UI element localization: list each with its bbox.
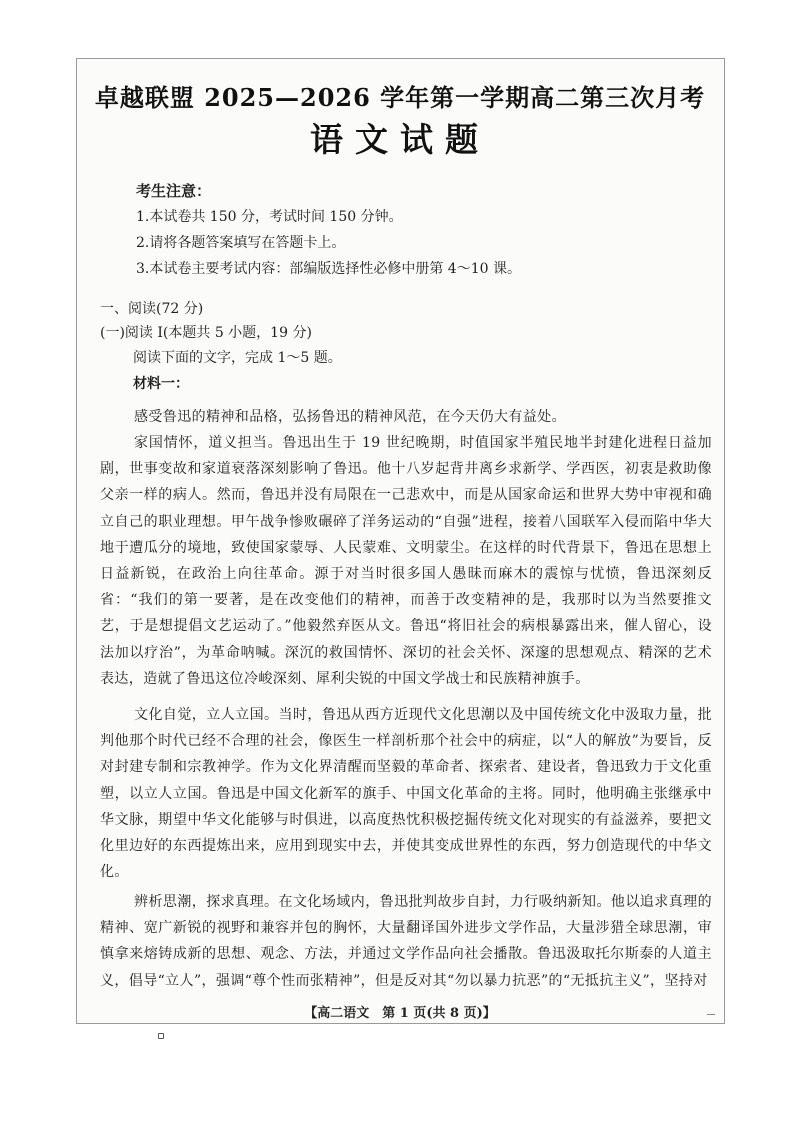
exam-subject-title: 语文试题 bbox=[310, 120, 490, 159]
scan-mark bbox=[707, 1014, 715, 1015]
page-marker bbox=[158, 1033, 164, 1039]
material-label: 材料一： bbox=[133, 376, 189, 392]
page-footer: 【高二语文 第 1 页(共 8 页)】 bbox=[304, 1006, 496, 1021]
notice-heading: 考生注意： bbox=[136, 182, 212, 200]
reading-instruction: 阅读下面的文字，完成 1～5 题。 bbox=[133, 350, 342, 366]
subsection-heading: (一)阅读 Ⅰ(本题共 5 小题，19 分) bbox=[100, 325, 312, 341]
candidate-notice bbox=[136, 178, 521, 282]
notice-item: 3.本试卷主要考试内容：部编版选择性必修中册第 4～10 课。 bbox=[136, 261, 521, 277]
notice-item: 1.本试卷共 150 分，考试时间 150 分钟。 bbox=[136, 209, 403, 225]
section-heading: 一、阅读(72 分) bbox=[100, 301, 204, 317]
passage-paragraph-2: 家国情怀，道义担当。鲁迅出生于 19 世纪晚期，时值国家半殖民地半封建化进程日益加剧，世事变故和家道衰落深刻影响了鲁迅。他十八岁起背井离乡求新学、学西医，初衷是救助像父亲一样的病人。然而，鲁迅并没有局限在一己悲欢中，而是从国家命运和世界大势中审视和确立自己的职业理想。甲午战争惨败碾碎了洋务运动的“自强”进程，接着八国联军入侵而陷中华大地于遭瓜分的境地，致使国家蒙辱、人民蒙难、文明蒙尘。在这样的时代背景下，鲁迅在思想上日益新锐，在政治上向往革命。源于对当时很多国人愚昧而麻木的震惊与忧愤，鲁迅深刻反省：“我们的第一要著，是在改变他们的精神，而善于改变精神的是，我那时以为当然要推文艺，于是想提倡文艺运动了。”他毅然弃医从文。鲁迅“将旧社会的病根暴露出来，催人留心，设法加以疗治”，为革命呐喊。深沉的救国情怀、深切的社会关怀、深邃的思想观点、精深的艺术表达，造就了鲁迅这位冷峻深刻、犀利尖锐的中国文学战士和民族精神旗手。 bbox=[100, 435, 712, 687]
passage-paragraph-1: 感受鲁迅的精神和品格，弘扬鲁迅的精神风范，在今天仍大有益处。 bbox=[134, 409, 566, 425]
passage-paragraph-4: 辨析思潮，探求真理。在文化场域内，鲁迅批判故步自封，力行吸纳新知。他以追求真理的精神、宽广新锐的视野和兼容并包的胸怀，大量翻译国外进步文学作品，大量涉猎全球思潮，审慎拿来熔铸成新的思想、观念、方法，并通过文学作品向社会播散。鲁迅汲取托尔斯泰的人道主义，倡导“立人”，强调“尊个性而张精神”，但是反对其“勿以暴力抗恶”的“无抵抗主义”，坚持对 bbox=[100, 894, 712, 989]
notice-item: 2.请将各题答案填写在答题卡上。 bbox=[136, 235, 346, 251]
passage-paragraph-3: 文化自觉，立人立国。当时，鲁迅从西方近现代文化思潮以及中国传统文化中汲取力量，批判他那个时代已经不合理的社会，像医生一样剖析那个社会中的病症，以“人的解放”为要旨，反对封建专制和宗教神学。作为文化界清醒而坚毅的革命者、探索者、建设者，鲁迅致力于文化重塑，以立人立国。鲁迅是中国文化新军的旗手、中国文化革命的主将。同时，他明确主张继承中华文脉，期望中华文化能够与时俱进，以高度热忱积极挖掘传统文化对现实的有益滋养，要把文化里边好的东西提炼出来，应用到现实中去，并使其变成世界性的东西，努力创造现代的中华文化。 bbox=[100, 707, 712, 881]
exam-title: 卓越联盟 2025—2026 学年第一学期高二第三次月考 bbox=[94, 83, 706, 112]
